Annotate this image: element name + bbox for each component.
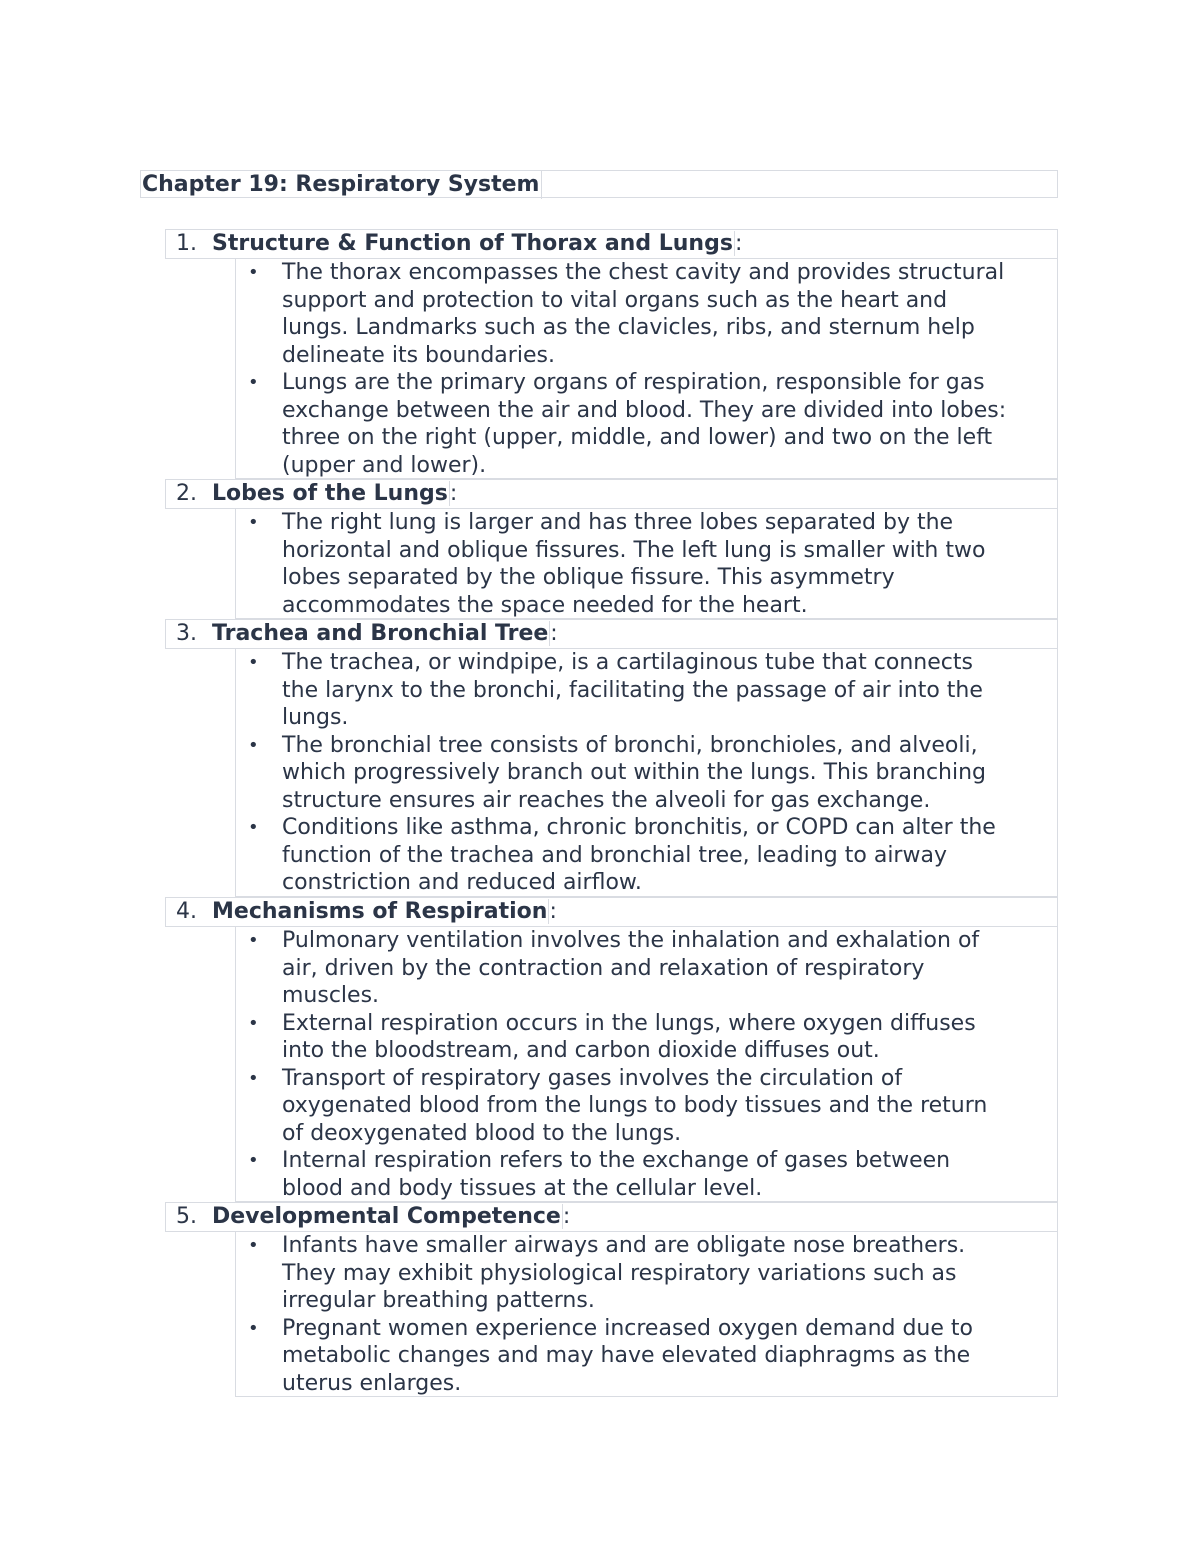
section-number: 4. [176,899,197,924]
section-title [212,1203,570,1231]
section-title-text: Structure & Function of Thorax and Lungs [212,231,733,256]
list-item-text: The bronchial tree consists of bronchi, bronchioles, and alveoli, which progressively branch out within the lungs. This branching structure ensures air reaches the alveoli for gas exchange. [282,732,987,813]
list-item [236,1065,1057,1148]
section-bullets-1 [235,259,1058,479]
bullet-icon: • [248,930,259,951]
list-item-text: Transport of respiratory gases involves the circulation of oxygenated blood from the lungs to body tissues and the return of deoxygenated blood to the lungs. [282,1065,988,1146]
document-title: Chapter 19: Respiratory System [142,171,542,199]
section-bullets-5 [235,1232,1058,1397]
section-title-suffix: : [550,621,558,646]
list-item-text: Pulmonary ventilation involves the inhalation and exhalation of air, driven by the contraction and relaxation of respiratory muscles. [282,928,980,1008]
list-item [236,509,1057,619]
list-item [236,369,1057,479]
section-title-text: Developmental Competence [212,1204,561,1229]
bullet-icon: • [248,652,259,673]
bullet-icon: • [248,1235,259,1256]
list-item-text: Pregnant women experience increased oxygen demand due to metabolic changes and may have elevated diaphragms as the uterus enlarges. [282,1315,973,1396]
section-number: 2. [176,481,197,506]
list-item [236,649,1057,732]
section-title [212,230,742,258]
section-number: 3. [176,621,197,646]
section-heading-2 [165,479,1058,509]
section-bullets-2 [235,509,1058,619]
list-item-text: Infants have smaller airways and are obligate nose breathers. They may exhibit physiological respiratory variations such as irregular breathing patterns. [282,1233,966,1313]
list-item-text: Internal respiration refers to the exchange of gases between blood and body tissues at the cellular level. [282,1148,951,1201]
section-heading-5 [165,1202,1058,1232]
bullet-icon: • [248,734,259,756]
bullet-icon: • [248,1012,259,1034]
section-title-suffix: : [562,1204,571,1229]
section-number: 1. [176,231,197,256]
bullet-icon: • [248,1150,259,1171]
list-item-text: The thorax encompasses the chest cavity and provides structural support and protection to vital organs such as the heart and lungs. Landmarks such as the clavicles, ribs, and sternum help delineate its boundaries. [282,260,1005,368]
bullet-icon: • [248,817,259,838]
section-title [212,898,557,926]
list-item-text: External respiration occurs in the lungs, where oxygen diffuses into the bloodstream, and carbon dioxide diffuses out. [282,1010,976,1063]
bullet-icon: • [248,372,259,393]
section-title-text: Mechanisms of Respiration [212,899,548,924]
list-item [236,259,1057,369]
section-title-suffix: : [449,481,458,506]
section-heading-4 [165,897,1058,927]
list-item [236,1147,1057,1202]
section-title-text: Trachea and Bronchial Tree [212,621,549,646]
section-bullets-3 [235,649,1058,897]
list-item [236,732,1057,815]
list-item [236,814,1057,897]
section-title [212,620,558,648]
bullet-icon: • [248,1067,259,1089]
bullet-icon: • [248,1317,259,1339]
list-item-text: The right lung is larger and has three lobes separated by the horizontal and oblique fissures. The left lung is smaller with two lobes separated by the oblique fissure. This asymmetry accommodates the space needed for the heart. [282,510,986,618]
bullet-icon: • [248,262,259,283]
section-title-suffix: : [734,231,743,256]
section-heading-1 [165,229,1058,259]
list-item [236,1315,1057,1398]
list-item [236,927,1057,1010]
section-bullets-4 [235,927,1058,1202]
list-item-text: Lungs are the primary organs of respiration, responsible for gas exchange between the air and blood. They are divided into lobes: three on the right (upper, middle, and lower) and two on the left (upper and lower). [282,370,1007,478]
section-number: 5. [176,1204,197,1229]
section-heading-3 [165,619,1058,649]
list-item [236,1232,1057,1315]
list-item [236,1010,1057,1065]
bullet-icon: • [248,512,259,533]
section-title-suffix: : [549,899,557,924]
list-item-text: The trachea, or windpipe, is a cartilaginous tube that connects the larynx to the bronchi, facilitating the passage of air into the lungs. [282,650,983,730]
section-title [212,480,457,508]
section-title-text: Lobes of the Lungs [212,481,448,506]
list-item-text: Conditions like asthma, chronic bronchitis, or COPD can alter the function of the trachea and bronchial tree, leading to airway constriction and reduced airflow. [282,815,996,895]
